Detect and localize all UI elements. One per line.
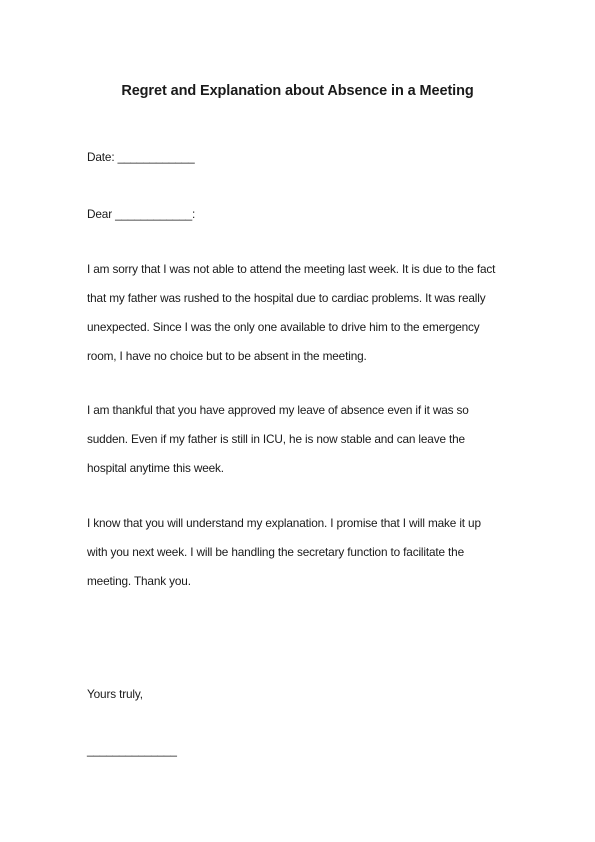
paragraph-line: unexpected. Since I was the only one available to drive him to the emergency <box>87 320 480 334</box>
closing: Yours truly, <box>87 687 143 701</box>
paragraph-line: room, I have no choice but to be absent in the meeting. <box>87 349 367 363</box>
signature-line: ______________ <box>87 743 177 757</box>
salutation: Dear ____________: <box>87 207 196 221</box>
paragraph-line: that my father was rushed to the hospital due to cardiac problems. It was really <box>87 291 486 305</box>
paragraph-line: I know that you will understand my explanation. I promise that I will make it up <box>87 516 481 530</box>
paragraph-line: hospital anytime this week. <box>87 461 224 475</box>
paragraph-line: I am sorry that I was not able to attend the meeting last week. It is due to the fact <box>87 262 496 276</box>
paragraph-line: with you next week. I will be handling the secretary function to facilitate the <box>87 545 465 559</box>
paragraph-2 <box>87 396 517 483</box>
paragraph-3 <box>87 509 517 596</box>
paragraph-1 <box>87 255 517 371</box>
paragraph-line: I am thankful that you have approved my leave of absence even if it was so <box>87 403 469 417</box>
paragraph-line: meeting. Thank you. <box>87 574 191 588</box>
paragraph-line: sudden. Even if my father is still in ICU, he is now stable and can leave the <box>87 432 465 446</box>
letter-title: Regret and Explanation about Absence in a Meeting <box>121 83 474 99</box>
date-line: Date: ____________ <box>87 150 195 164</box>
